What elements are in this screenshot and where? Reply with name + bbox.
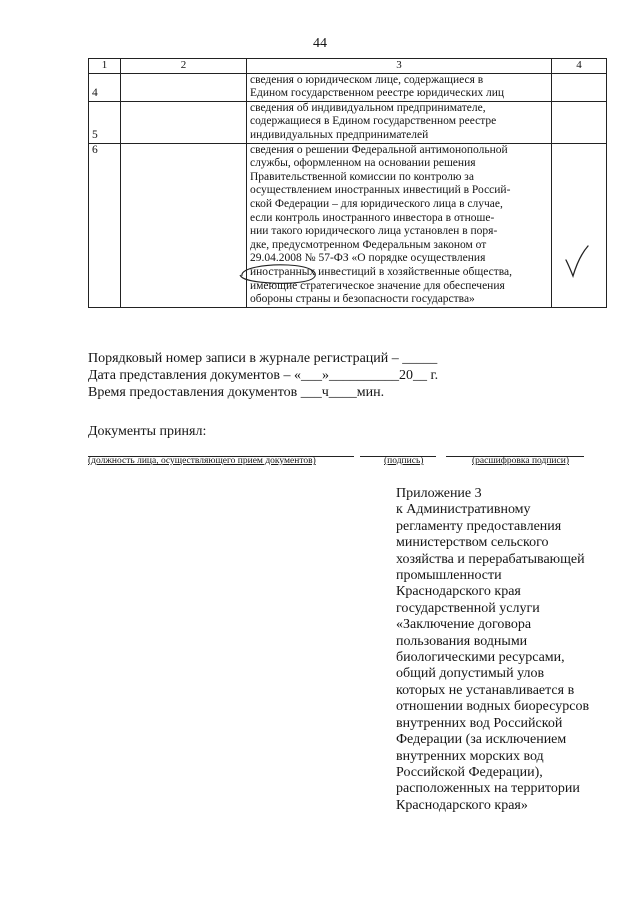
appendix-line: хозяйства и перерабатывающей — [396, 551, 585, 567]
appendix-line: «Заключение договора — [396, 617, 532, 633]
table-header-row — [89, 59, 607, 74]
appendix-line: государственной услуги — [396, 600, 540, 616]
header-cell: 3 — [247, 59, 552, 74]
description-line: 29.04.2008 № 57-ФЗ «О порядке осуществления — [250, 252, 486, 265]
header-cell: 4 — [552, 59, 607, 74]
description-line: осуществлением иностранных инвестиций в Россий- — [250, 184, 511, 197]
registry-table — [88, 58, 607, 308]
row-mark-cell — [552, 73, 607, 101]
description-line: Едином государственном реестре юридических лиц — [250, 87, 505, 100]
row-number: 4 — [89, 73, 121, 101]
description-line: нии такого юридического лица установлен в поря- — [250, 225, 498, 238]
signature-caption: (подпись) — [384, 456, 424, 466]
description-line: сведения о юридическом лице, содержащиеся в — [250, 73, 484, 86]
handwritten-checkmark-icon — [564, 244, 590, 278]
position-caption: (должность лица, осуществляющего прием документов) — [88, 456, 316, 466]
appendix-line: регламенту предоставления — [396, 518, 562, 534]
handwritten-circle-mark — [236, 263, 318, 285]
appendix-line: общий допустимый улов — [396, 666, 545, 682]
description-line: сведения об индивидуальном предпринимателе, — [250, 101, 486, 114]
header-cell: 2 — [121, 59, 247, 74]
description-line: содержащиеся в Едином государственном реестре — [250, 115, 497, 128]
row-description — [247, 73, 552, 101]
appendix-line: пользования водными — [396, 633, 528, 649]
description-line: иностранных инвестиций в хозяйственные общества, — [250, 265, 513, 278]
appendix-line: которых не устанавливается в — [396, 682, 575, 698]
description-line: обороны страны и безопасности государства» — [250, 293, 475, 306]
description-line: Правительственной комиссии по контролю за — [250, 170, 474, 183]
appendix-line: к Административному — [396, 502, 531, 518]
description-line: ской Федерации – для юридического лица в случае, — [250, 197, 503, 210]
table-row — [89, 143, 607, 307]
description-line: если контроль иностранного инвестора в отноше- — [250, 211, 495, 224]
description-line: имеющие стратегическое значение для обеспечения — [250, 279, 505, 292]
appendix-heading — [396, 486, 616, 814]
row-mark-cell — [552, 143, 607, 307]
description-line: сведения о решении Федеральной антимонопольной — [250, 143, 508, 156]
appendix-line: отношении водных биоресурсов — [396, 699, 590, 715]
appendix-line: внутренних морских вод — [396, 748, 544, 764]
appendix-line: Краснодарского края — [396, 584, 521, 600]
appendix-line: внутренних вод Российской — [396, 715, 563, 731]
appendix-line: Краснодарского края» — [396, 797, 528, 813]
row-number: 5 — [89, 101, 121, 143]
appendix-line: расположенных на территории — [396, 781, 580, 797]
table-row — [89, 73, 607, 101]
header-cell: 1 — [89, 59, 121, 74]
row-document-cell — [121, 143, 247, 307]
description-line: службы, оформленном на основании решения — [250, 157, 476, 170]
appendix-line: министерством сельского — [396, 535, 549, 551]
page-number: 44 — [313, 36, 327, 51]
description-line: индивидуальных предпринимателей — [250, 128, 429, 141]
row-number: 6 — [89, 143, 121, 307]
submission-time-line: Время предоставления документов ___ч____мин. — [88, 385, 385, 400]
row-mark-cell — [552, 101, 607, 143]
submission-date-line: Дата представления документов – «___»__________20__ г. — [88, 368, 439, 383]
table-row — [89, 101, 607, 143]
appendix-line: Российской Федерации), — [396, 764, 543, 780]
row-document-cell — [121, 73, 247, 101]
description-line: дке, предусмотренном Федеральным законом от — [250, 238, 487, 251]
registry-number-line: Порядковый номер записи в журнале регистраций – _____ — [88, 351, 438, 366]
appendix-line: биологическими ресурсами, — [396, 650, 565, 666]
appendix-line: Федерации (за исключением — [396, 732, 567, 748]
name-caption: (расшифровка подписи) — [472, 456, 569, 466]
documents-accepted-label: Документы принял: — [88, 424, 207, 439]
appendix-line: промышленности — [396, 568, 502, 584]
appendix-line: Приложение 3 — [396, 486, 482, 501]
row-document-cell — [121, 101, 247, 143]
row-description — [247, 101, 552, 143]
